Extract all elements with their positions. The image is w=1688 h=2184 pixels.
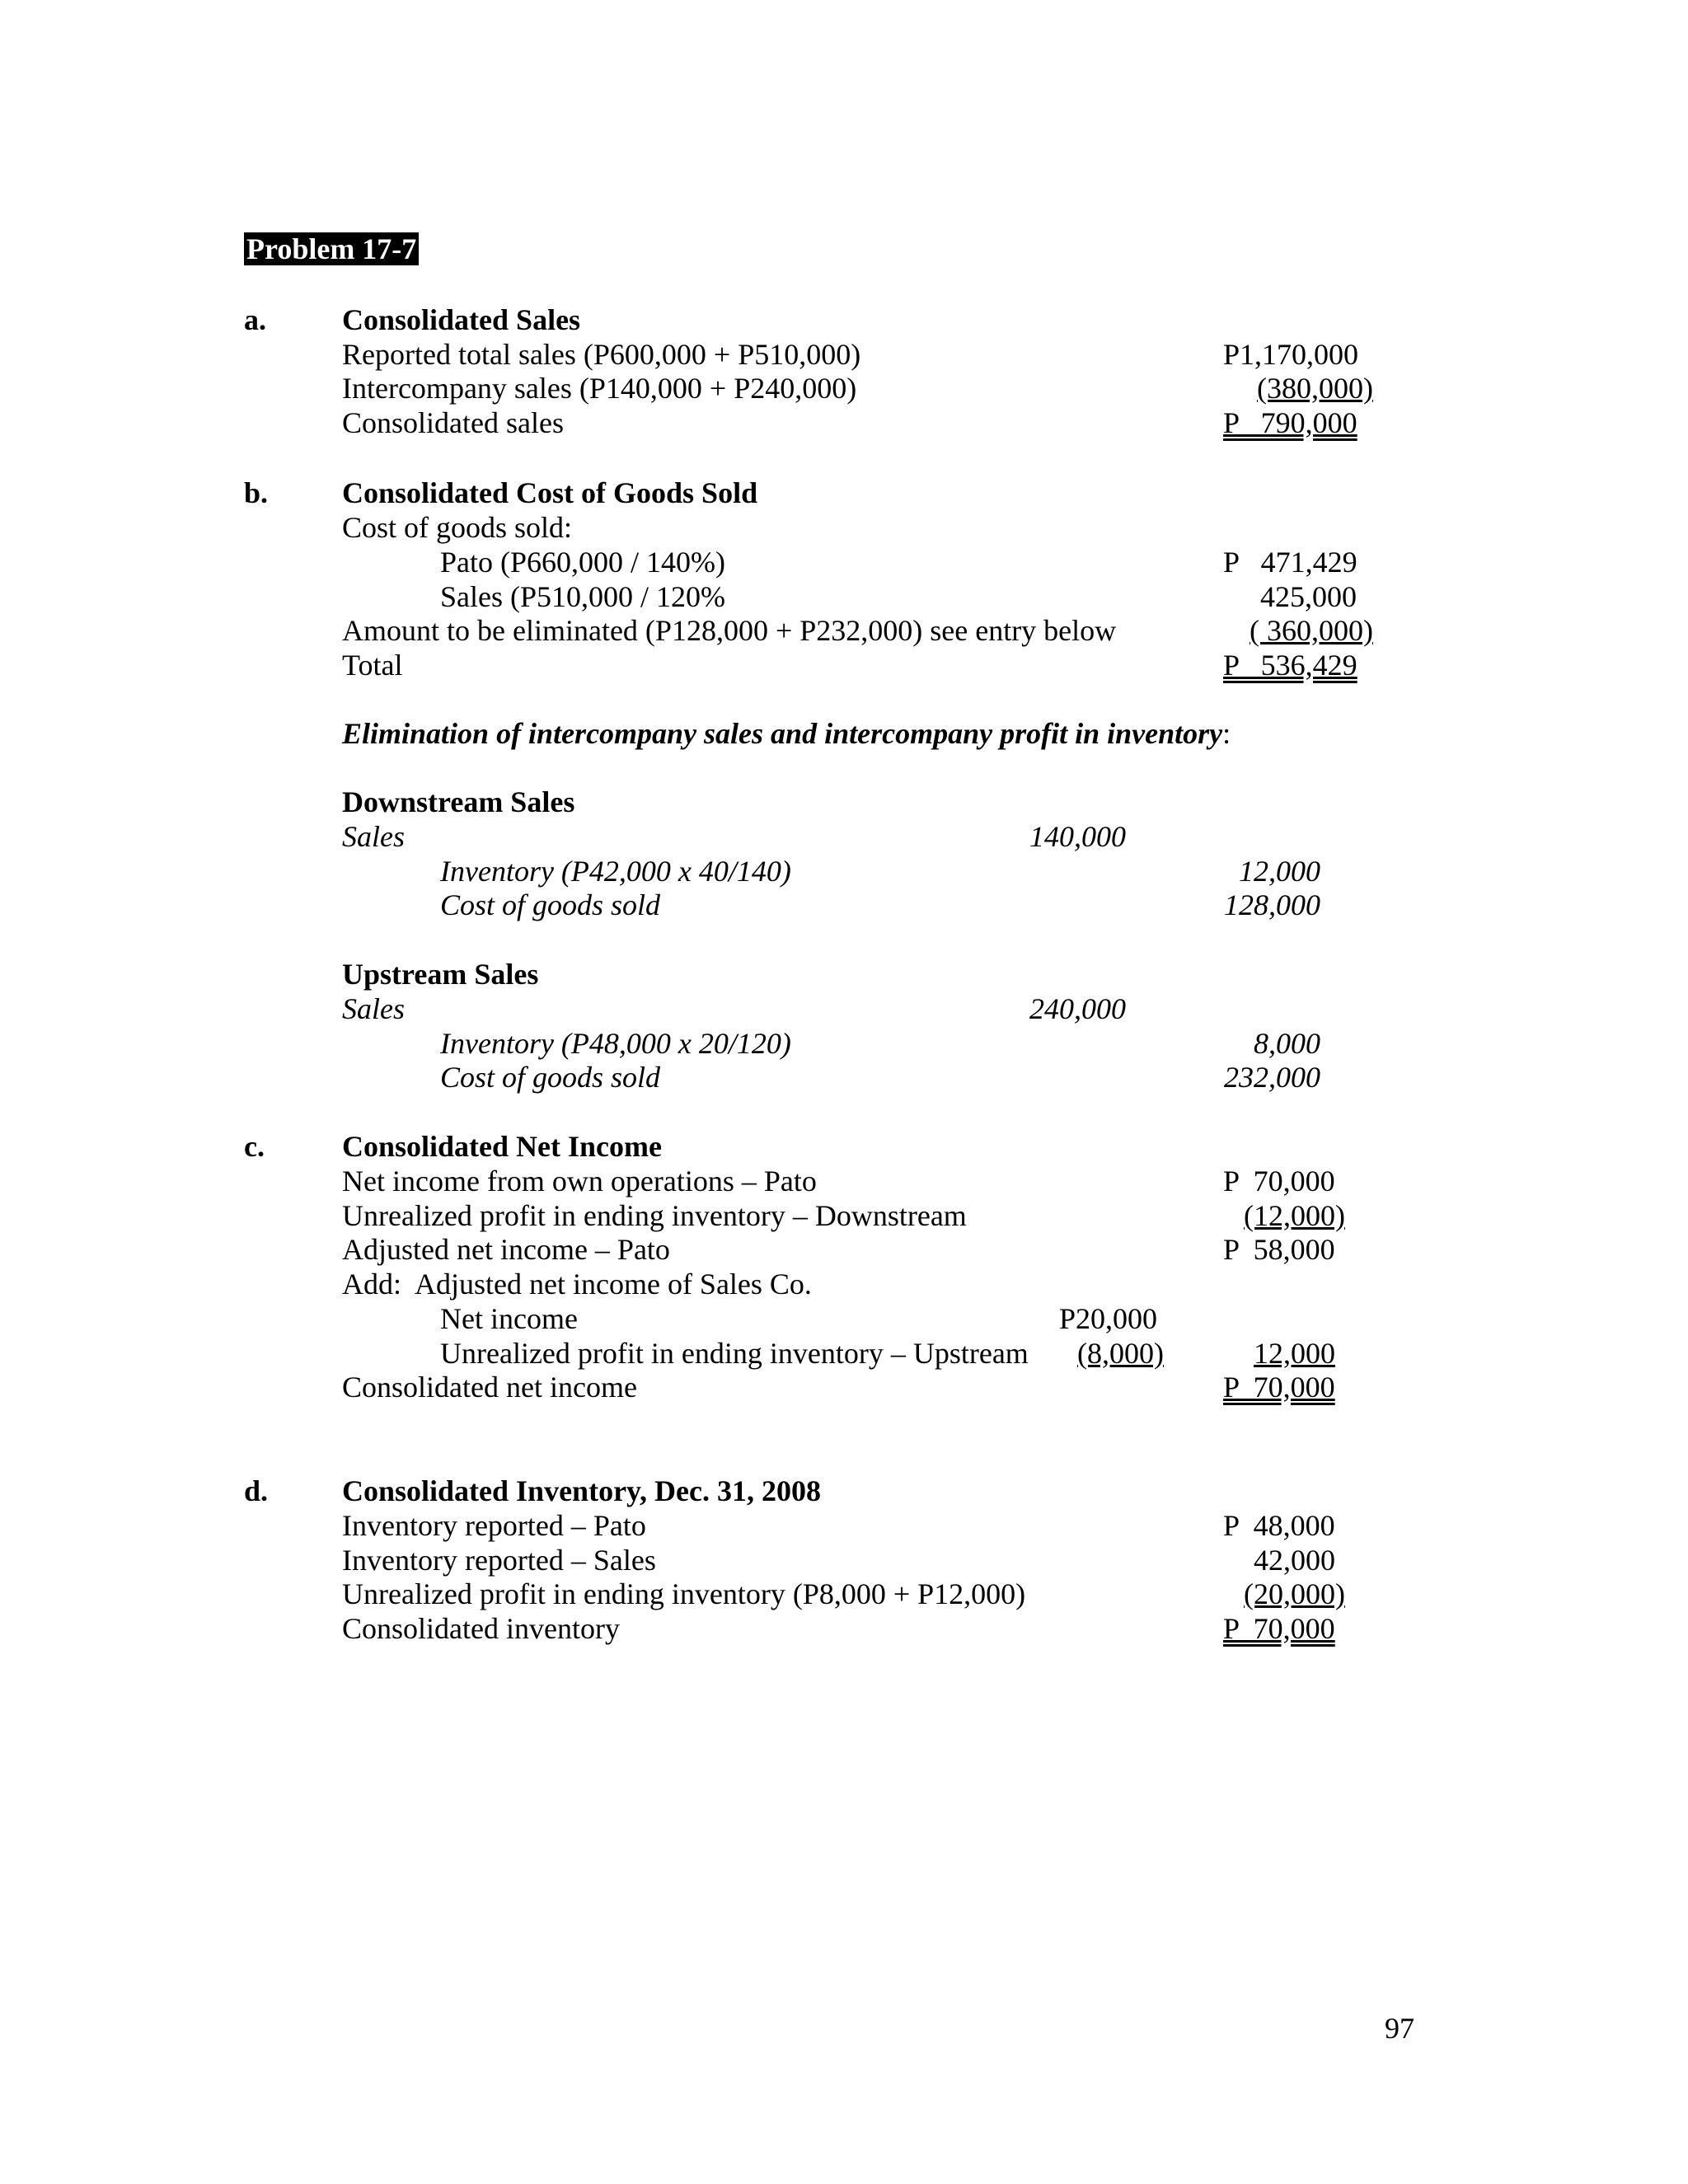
journal-debit-label: Sales (342, 820, 405, 853)
journal-credit-label: Cost of goods sold (440, 888, 661, 921)
line-amount: P 471,429 (1223, 546, 1357, 579)
section-letter-a: a. (244, 303, 266, 336)
line-amount: P 48,000 (1223, 1509, 1335, 1542)
line-label: Consolidated inventory (342, 1612, 620, 1645)
line-label: Sales (P510,000 / 120% (440, 580, 725, 613)
line-amount: 425,000 (1260, 580, 1357, 613)
journal-credit-amount: 232,000 (1224, 1061, 1320, 1094)
upstream-title: Upstream Sales (342, 958, 539, 991)
problem-heading: Problem 17-7 (244, 232, 419, 265)
journal-credit-label: Cost of goods sold (440, 1061, 661, 1094)
line-amount: (12,000) (1244, 1199, 1345, 1232)
journal-credit-amount: 8,000 (1254, 1027, 1320, 1060)
line-label: Amount to be eliminated (P128,000 + P232,000) see entry below (342, 614, 1117, 647)
journal-debit-label: Sales (342, 992, 405, 1025)
line-mid-amount: P20,000 (1059, 1302, 1158, 1335)
line-label: Consolidated sales (342, 406, 564, 439)
line-label: Inventory reported – Sales (342, 1544, 656, 1577)
line-label: Add: Adjusted net income of Sales Co. (342, 1268, 812, 1301)
journal-debit-amount: 140,000 (1029, 820, 1126, 853)
section-b-title: Consolidated Cost of Goods Sold (342, 476, 758, 509)
section-d-title: Consolidated Inventory, Dec. 31, 2008 (342, 1474, 822, 1507)
line-amount-total: P 536,429 (1223, 649, 1357, 682)
journal-credit-amount: 12,000 (1239, 855, 1320, 888)
elimination-title: Elimination of intercompany sales and intercompany profit in inventory: (342, 717, 1231, 750)
line-amount: (20,000) (1244, 1577, 1345, 1610)
journal-debit-amount: 240,000 (1029, 992, 1126, 1025)
section-a-title: Consolidated Sales (342, 303, 581, 336)
journal-credit-label: Inventory (P48,000 x 20/120) (440, 1027, 791, 1060)
line-amount-total: P 70,000 (1223, 1612, 1335, 1645)
line-amount: (380,000) (1257, 372, 1373, 405)
section-letter-b: b. (244, 476, 269, 509)
line-label: Intercompany sales (P140,000 + P240,000) (342, 372, 857, 405)
line-label: Reported total sales (P600,000 + P510,000) (342, 338, 861, 371)
journal-credit-amount: 128,000 (1224, 888, 1320, 921)
line-label: Pato (P660,000 / 140%) (440, 546, 725, 579)
section-letter-c: c. (244, 1130, 265, 1163)
line-amount-total: P 70,000 (1223, 1371, 1335, 1404)
line-label: Net income from own operations – Pato (342, 1165, 817, 1197)
line-amount: 42,000 (1254, 1544, 1335, 1577)
line-amount: ( 360,000) (1250, 614, 1373, 647)
section-letter-d: d. (244, 1474, 269, 1507)
line-label: Unrealized profit in ending inventory – Upstream (440, 1337, 1029, 1370)
line-amount: P 58,000 (1223, 1233, 1335, 1266)
line-label: Unrealized profit in ending inventory – Downstream (342, 1199, 967, 1232)
line-amount: P 70,000 (1223, 1165, 1335, 1197)
line-label: Inventory reported – Pato (342, 1509, 646, 1542)
section-c-title: Consolidated Net Income (342, 1130, 662, 1163)
downstream-title: Downstream Sales (342, 785, 575, 818)
page-number: 97 (1385, 2012, 1414, 2045)
line-mid-amount: (8,000) (1077, 1337, 1164, 1370)
journal-credit-label: Inventory (P42,000 x 40/140) (440, 855, 791, 888)
line-label: Net income (440, 1302, 578, 1335)
line-amount-total: P 790,000 (1223, 406, 1357, 439)
line-label: Consolidated net income (342, 1371, 637, 1404)
line-label: Total (342, 649, 403, 682)
line-amount: P1,170,000 (1223, 338, 1359, 371)
line-label: Adjusted net income – Pato (342, 1233, 670, 1266)
line-label: Unrealized profit in ending inventory (P8,000 + P12,000) (342, 1577, 1026, 1610)
line-label: Cost of goods sold: (342, 511, 573, 544)
line-amount: 12,000 (1254, 1337, 1335, 1370)
